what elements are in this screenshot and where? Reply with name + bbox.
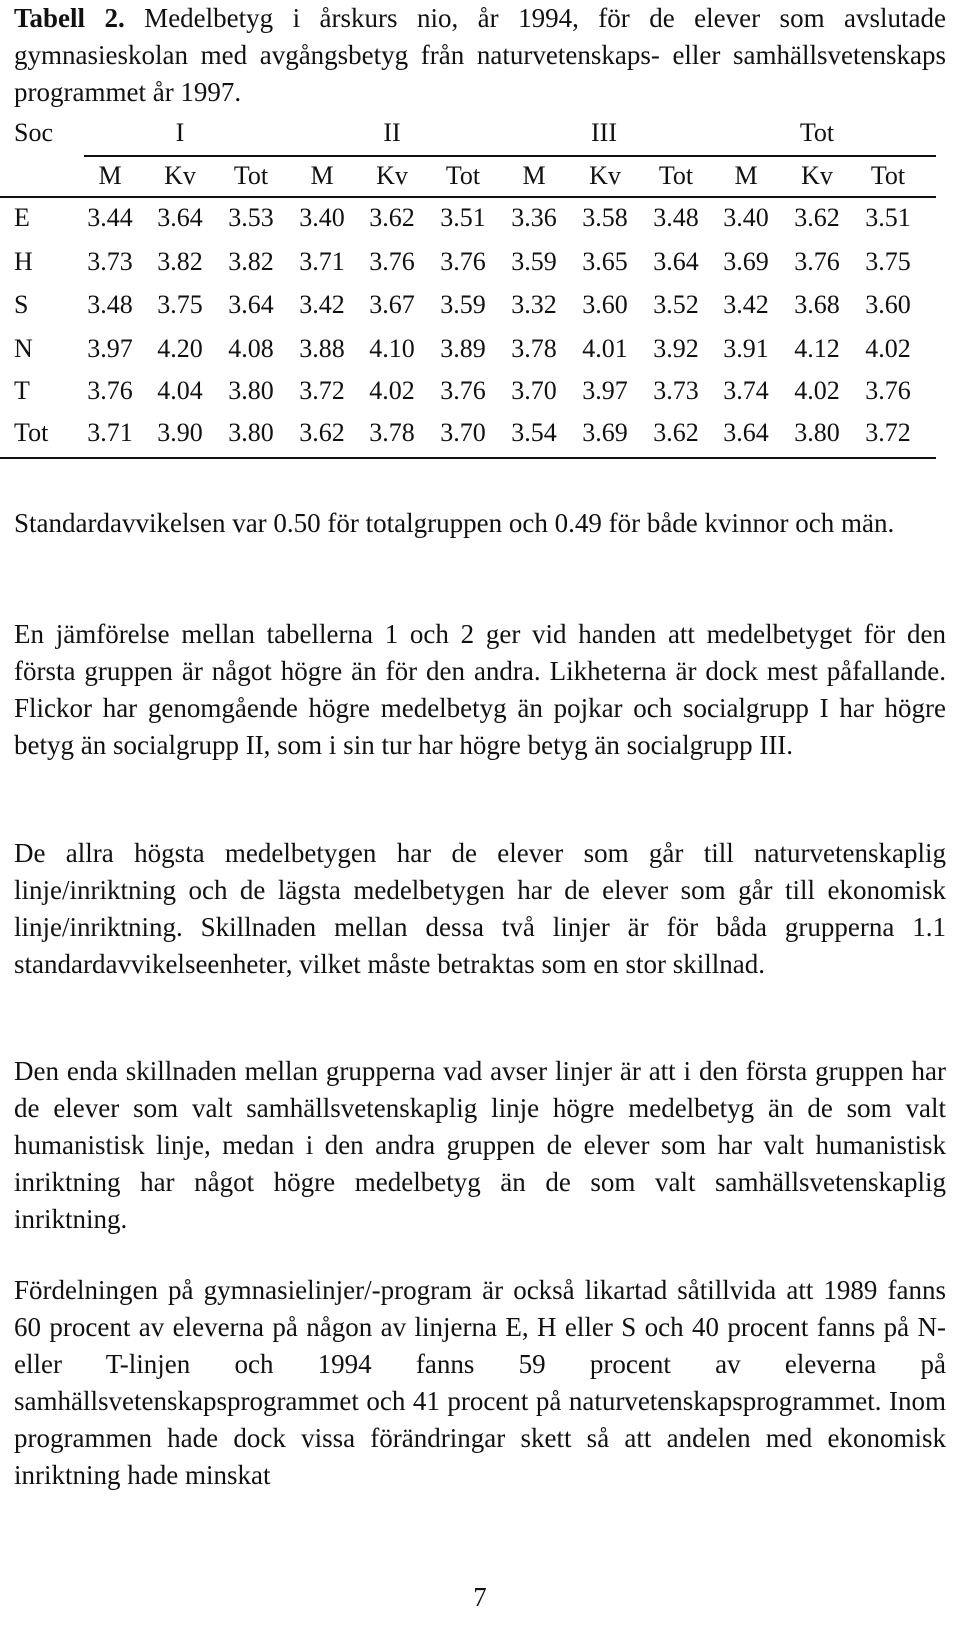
table-cell: 3.52 [653, 290, 699, 319]
table-caption [14, 0, 946, 111]
table-cell: 4.10 [369, 334, 415, 363]
table-cell: 3.44 [87, 203, 133, 232]
column-header: Tot [445, 161, 481, 190]
table-cell: 3.78 [511, 334, 557, 363]
table-cell: 3.80 [228, 376, 274, 405]
table-cell: 3.76 [369, 247, 415, 276]
table-cell: 3.60 [582, 290, 628, 319]
group-header-iii: III [591, 118, 617, 147]
paragraph-highest-grades: De allra högsta medelbetygen har de elever som går till naturvetenskaplig linje/inriktning och de lägsta medelbetygen har de elever som går till ekonomisk linje/inriktning. Skillnaden mellan dessa två linjer är för båda grupperna 1.1 standardavvikelseenheter, vilket måste betraktas som en stor skillnad. [14, 838, 946, 979]
group-header-ii: II [383, 118, 401, 147]
row-label: H [14, 247, 33, 276]
table-cell: 3.64 [723, 418, 769, 447]
table-cell: 3.78 [369, 418, 415, 447]
row-label: E [14, 203, 30, 232]
table-cell: 3.36 [511, 203, 557, 232]
soc-header: Soc [14, 118, 53, 147]
table-cell: 3.70 [440, 418, 486, 447]
table-cell: 3.88 [299, 334, 345, 363]
table-cell: 3.53 [228, 203, 274, 232]
paragraph-distribution: Fördelningen på gymnasielinjer/-program är också likartad såtillvida att 1989 fanns 60 procent av eleverna på någon av linjerna E, H eller S och 40 procent fanns på N- eller T-linjen och 1994 fanns 59 procent av eleverna på samhällsvetenskapsprogrammet och 41 procent på naturvetenskapsprogrammet. Inom programmen hade dock vissa förändringar skett så att andelen med ekonomisk inriktning hade minskat [14, 1275, 946, 1490]
column-header: Kv [801, 161, 833, 190]
table-cell: 3.76 [865, 376, 911, 405]
table-cell: 3.40 [299, 203, 345, 232]
table-cell: 3.32 [511, 290, 557, 319]
table-cell: 3.75 [865, 247, 911, 276]
row-label: N [14, 334, 33, 363]
table-cell: 3.48 [87, 290, 133, 319]
table-cell: 3.65 [582, 247, 628, 276]
table-cell: 3.69 [723, 247, 769, 276]
table-cell: 3.97 [582, 376, 628, 405]
table-cell: 3.67 [369, 290, 415, 319]
table-cell: 3.76 [440, 247, 486, 276]
table-cell: 3.76 [794, 247, 840, 276]
table-cell: 3.70 [511, 376, 557, 405]
column-header: Tot [233, 161, 269, 190]
table-cell: 3.64 [228, 290, 274, 319]
table-cell: 4.12 [794, 334, 840, 363]
table-cell: 3.82 [157, 247, 203, 276]
paragraph-comparison: En jämförelse mellan tabellerna 1 och 2 ger vid handen att medelbetyget för den första gruppen är något högre än för den andra. Likheterna är dock mest påfallande. Flickor har genomgående högre medelbetyg än pojkar och socialgrupp I har högre betyg än socialgrupp II, som i sin tur har högre betyg än socialgrupp III. [14, 619, 946, 760]
table-cell: 3.72 [865, 418, 911, 447]
table-cell: 3.40 [723, 203, 769, 232]
table-cell: 3.60 [865, 290, 911, 319]
table-cell: 3.62 [299, 418, 345, 447]
table-cell: 4.20 [157, 334, 203, 363]
table-cell: 3.92 [653, 334, 699, 363]
table-cell: 3.59 [440, 290, 486, 319]
table-cell: 3.68 [794, 290, 840, 319]
table-cell: 3.51 [440, 203, 486, 232]
table-cell: 3.72 [299, 376, 345, 405]
table-cell: 3.62 [653, 418, 699, 447]
table-cell: 3.69 [582, 418, 628, 447]
row-label: T [14, 376, 30, 405]
table-cell: 3.80 [794, 418, 840, 447]
table-cell: 3.71 [87, 418, 133, 447]
table-cell: 3.64 [653, 247, 699, 276]
group-header-tot: Tot [799, 118, 835, 147]
table-top-rule [0, 196, 936, 198]
table-cell: 4.01 [582, 334, 628, 363]
table-cell: 3.90 [157, 418, 203, 447]
table-cell: 3.64 [157, 203, 203, 232]
table-cell: 3.48 [653, 203, 699, 232]
table-caption-label: Tabell 2. [14, 3, 125, 33]
paragraph-std-dev: Standardavvikelsen var 0.50 för totalgruppen och 0.49 för både kvinnor och män. [14, 508, 895, 538]
table-bottom-rule [0, 457, 936, 459]
table-cell: 4.08 [228, 334, 274, 363]
table-cell: 3.42 [299, 290, 345, 319]
column-header: Kv [376, 161, 408, 190]
table-cell: 3.58 [582, 203, 628, 232]
table-cell: 4.02 [794, 376, 840, 405]
table-cell: 3.97 [87, 334, 133, 363]
table-cell: 3.75 [157, 290, 203, 319]
row-label: Tot [14, 418, 49, 447]
header-rule [84, 155, 936, 157]
table-cell: 3.62 [369, 203, 415, 232]
table-cell: 4.02 [865, 334, 911, 363]
page-number: 7 [473, 1582, 487, 1612]
table-cell: 3.42 [723, 290, 769, 319]
table-cell: 3.73 [87, 247, 133, 276]
table-cell: 3.73 [653, 376, 699, 405]
column-header: Tot [870, 161, 906, 190]
table-cell: 3.54 [511, 418, 557, 447]
table-cell: 4.02 [369, 376, 415, 405]
column-header: Tot [658, 161, 694, 190]
table-cell: 3.82 [228, 247, 274, 276]
column-header: M [310, 161, 334, 190]
row-label: S [14, 290, 29, 319]
table-cell: 3.76 [87, 376, 133, 405]
table-cell: 3.74 [723, 376, 769, 405]
table-cell: 3.51 [865, 203, 911, 232]
table-cell: 4.04 [157, 376, 203, 405]
table-cell: 3.62 [794, 203, 840, 232]
table-cell: 3.91 [723, 334, 769, 363]
table-cell: 3.59 [511, 247, 557, 276]
table-cell: 3.76 [440, 376, 486, 405]
table-cell: 3.71 [299, 247, 345, 276]
group-header-i: I [175, 118, 185, 147]
table-caption-text: Medelbetyg i årskurs nio, år 1994, för de elever som avslutade gymnasieskolan med avgångsbetyg från naturvetenskaps- eller samhällsvetenskaps programmet år 1997. [14, 3, 946, 107]
table-cell: 3.80 [228, 418, 274, 447]
column-header: Kv [589, 161, 621, 190]
paragraph-difference: Den enda skillnaden mellan grupperna vad avser linjer är att i den första gruppen har de elever som valt samhällsvetenskaplig linje högre medelbetyg än de som valt humanistisk linje, medan i den andra gruppen de elever som har valt humanistisk inriktning har något högre medelbetyg än de som valt samhällsvetenskaplig inriktning. [14, 1056, 946, 1234]
column-header: M [734, 161, 758, 190]
table-cell: 3.89 [440, 334, 486, 363]
column-header: Kv [164, 161, 196, 190]
column-header: M [522, 161, 546, 190]
column-header: M [98, 161, 122, 190]
